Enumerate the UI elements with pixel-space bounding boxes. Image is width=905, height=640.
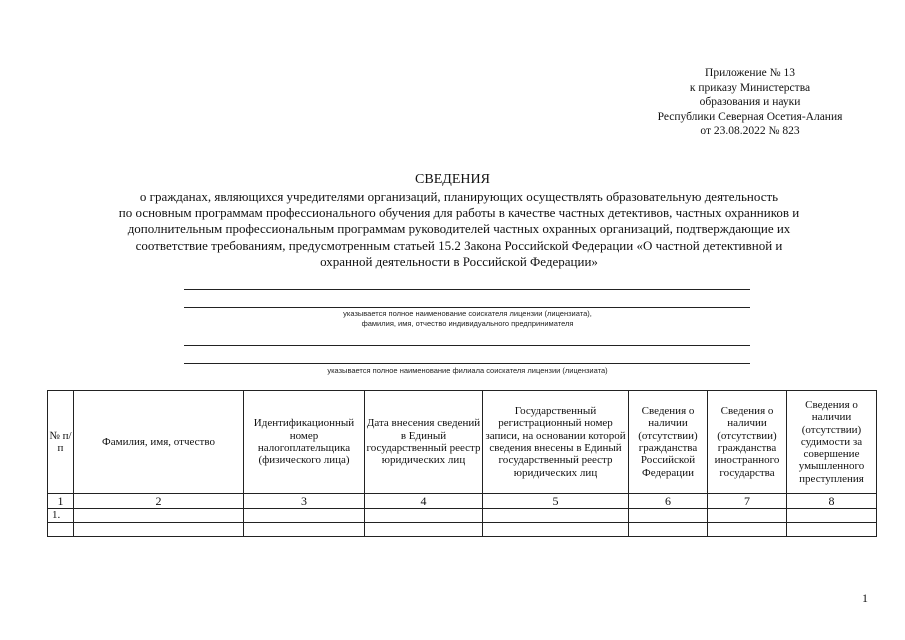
appendix-line: образования и науки [699,96,801,109]
appendix-block [600,66,900,139]
column-number: 5 [483,494,629,509]
table-cell [365,509,483,523]
page-number: 1 [862,591,868,605]
appendix-line: Республики Северная Осетия-Алания [657,110,843,123]
table-cell [244,509,365,523]
fill-in-line [184,345,750,346]
table-row [48,509,877,523]
table-header-row [48,391,877,494]
branch-name-caption [0,366,905,376]
appendix-line: к приказу Министерства [689,81,811,94]
subtitle-line: о гражданах, являющихся учредителями организаций, планирующих осуществлять образовательную деятельность [139,189,779,204]
table-cell [365,523,483,537]
header-cell: Фамилия, имя, отчество [74,391,244,494]
table-cell [787,523,877,537]
appendix-line: Приложение № 13 [705,67,795,79]
column-number: 4 [365,494,483,509]
fill-in-line [184,307,750,308]
header-cell: Сведения о наличии (отсутствии) гражданства Российской Федерации [629,391,708,494]
table-cell [483,523,629,537]
column-number: 6 [629,494,708,509]
table-cell [708,523,787,537]
table-row [48,523,877,537]
caption-line: фамилия, имя, отчество индивидуального предпринимателя [361,318,574,328]
subtitle-line: по основным программам профессионального обучения для работы в качестве частных детективов, частных охранников и [118,205,800,221]
header-cell: Сведения о наличии (отсутствии) судимости за совершение умышленного преступления [787,391,877,494]
table-cell [629,509,708,523]
document-subtitle [60,189,858,270]
column-number: 2 [74,494,244,509]
table-cell [48,523,74,537]
document-title: СВЕДЕНИЯ [415,172,490,187]
header-cell: Государственный регистрационный номер записи, на основании которой сведения внесены в Единый государственный реестр юридических лиц [483,391,629,494]
subtitle-line: охранной деятельности в Российской Федерации» [320,253,598,269]
founders-table [47,390,877,537]
table-cell [787,509,877,523]
column-number: 8 [787,494,877,509]
caption-line: указывается полное наименование соискателя лицензии (лицензиата), [343,309,592,318]
licensee-name-caption [0,309,905,328]
table-cell: 1. [48,509,74,523]
column-number: 7 [708,494,787,509]
table-cell [483,509,629,523]
caption-line: указывается полное наименование филиала соискателя лицензии (лицензиата) [327,366,608,375]
column-number-row [48,494,877,509]
table-cell [629,523,708,537]
header-cell: № п/п [48,391,74,494]
fill-in-line [184,289,750,290]
table-cell [74,523,244,537]
table-cell [708,509,787,523]
subtitle-line: дополнительным профессиональным программам руководителей частных охранных организаций, подтверждающие их [127,221,791,237]
header-cell: Идентификационный номер налогоплательщика (физического лица) [244,391,365,494]
table-cell [244,523,365,537]
fill-in-line [184,363,750,364]
appendix-line: от 23.08.2022 № 823 [700,125,800,138]
subtitle-line: соответствие требованиям, предусмотренным статьей 15.2 Закона Российской Федерации «О частной детективной и [135,237,783,253]
column-number: 3 [244,494,365,509]
header-cell: Сведения о наличии (отсутствии) гражданства иностранного государства [708,391,787,494]
header-cell: Дата внесения сведений в Единый государственный реестр юридических лиц [365,391,483,494]
column-number: 1 [48,494,74,509]
table-cell [74,509,244,523]
